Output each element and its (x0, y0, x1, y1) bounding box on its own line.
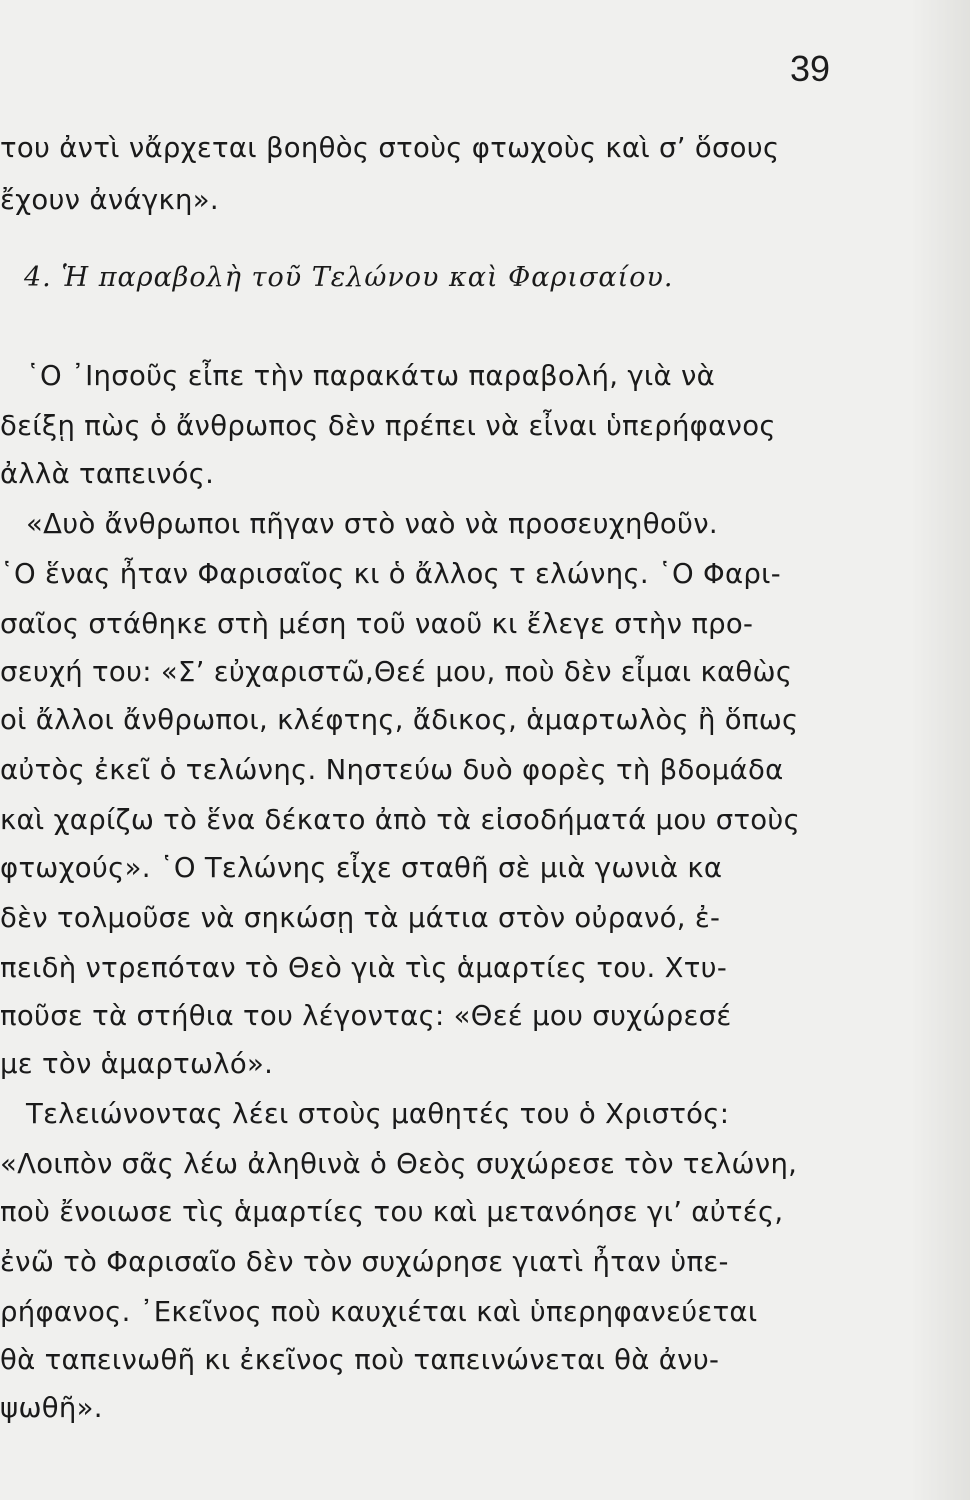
text-line: δείξῃ πὼς ὁ ἄνθρωπος δὲν πρέπει νὰ εἶναι ὑπερήφανος (0, 410, 776, 442)
page-number: 39 (790, 48, 831, 89)
text-line: οἱ ἄλλοι ἄνθρωποι, κλέφτης, ἄδικος, ἁμαρτωλὸς ἢ ὅπως (0, 704, 799, 736)
text-line: σαῖος στάθηκε στὴ μέση τοῦ ναοῦ κι ἔλεγε στὴν προ- (0, 608, 754, 640)
text-line: αὐτὸς ἐκεῖ ὁ τελώνης. Νηστεύω δυὸ φορὲς τὴ βδομάδα (0, 754, 784, 786)
text-line: ποῦσε τὰ στήθια του λέγοντας: «Θεέ μου συχώρεσέ (0, 1000, 732, 1032)
text-line: καὶ χαρίζω τὸ ἕνα δέκατο ἀπὸ τὰ εἰσοδήματά μου στοὺς (0, 804, 801, 836)
text-line: ρήφανος. ᾿Εκεῖνος ποὺ καυχιέται καὶ ὑπερηφανεύεται (0, 1296, 758, 1328)
text-line: ψωθῆ». (0, 1392, 103, 1424)
text-line: ἐνῶ τὸ Φαρισαῖο δὲν τὸν συχώρησε γιατὶ ἦταν ὑπε- (0, 1246, 729, 1278)
text-line: ἀλλὰ ταπεινός. (0, 458, 215, 490)
text-line: φτωχούς». ῾Ο Τελώνης εἶχε σταθῆ σὲ μιὰ γωνιὰ κα (0, 852, 723, 884)
text-line: ἔχουν ἀνάγκη». (0, 184, 219, 216)
text-line: «Δυὸ ἄνθρωποι πῆγαν στὸ ναὸ νὰ προσευχηθοῦν. (26, 508, 718, 540)
text-line: θὰ ταπεινωθῆ κι ἐκεῖνος ποὺ ταπεινώνεται θὰ ἀνυ- (0, 1344, 720, 1376)
text-line: δὲν τολμοῦσε νὰ σηκώσῃ τὰ μάτια στὸν οὐρανό, ἐ- (0, 902, 721, 934)
text-line: του ἀντὶ νἄρχεται βοηθὸς στοὺς φτωχοὺς καὶ σ’ ὅσους (0, 132, 780, 164)
text-line: Τελειώνοντας λέει στοὺς μαθητές του ὁ Χριστός: (26, 1098, 730, 1130)
section-heading: 4. Ἡ παραβολὴ τοῦ Τελώνου καὶ Φαρισαίου. (24, 262, 674, 293)
text-line: ποὺ ἔνοιωσε τὶς ἁμαρτίες του καὶ μετανόησε γι’ αὐτές, (0, 1196, 784, 1228)
text-line: πειδὴ ντρεπόταν τὸ Θεὸ γιὰ τὶς ἁμαρτίες του. Χτυ- (0, 952, 728, 984)
text-line: με τὸν ἁμαρτωλό». (0, 1048, 274, 1080)
scan-shadow (910, 0, 970, 1500)
text-line: σευχή του: «Σ’ εὐχαριστῶ,Θεέ μου, ποὺ δὲν εἶμαι καθὼς (0, 656, 793, 688)
text-line: ῾Ο ᾿Ιησοῦς εἶπε τὴν παρακάτω παραβολή, γιὰ νὰ (26, 360, 716, 392)
text-line: «Λοιπὸν σᾶς λέω ἀληθινὰ ὁ Θεὸς συχώρεσε τὸν τελώνη, (0, 1148, 798, 1180)
text-line: ῾Ο ἕνας ἦταν Φαρισαῖος κι ὁ ἄλλος τ ελώνης. ῾Ο Φαρι- (0, 558, 781, 590)
